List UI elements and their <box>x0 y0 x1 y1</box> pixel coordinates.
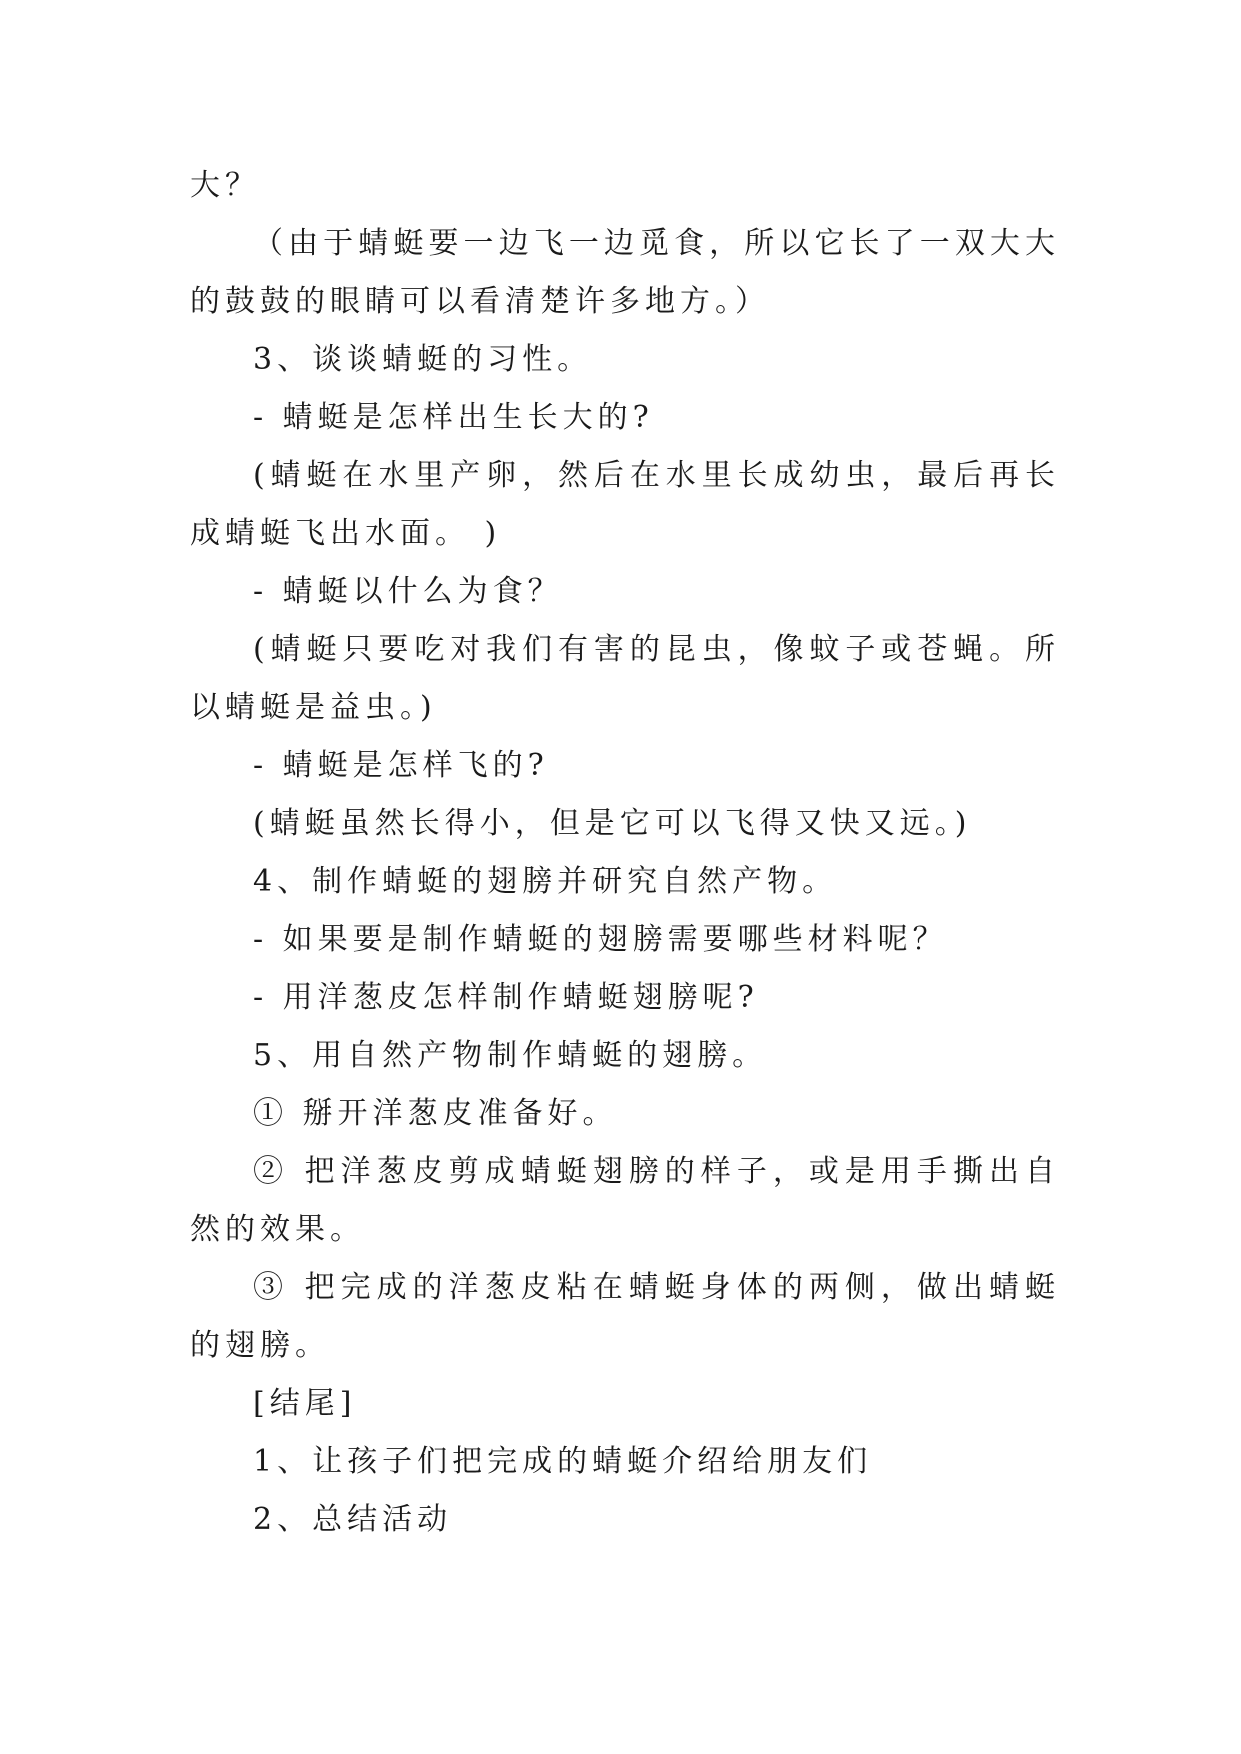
question-what-eats: - 蜻蜓以什么为食？ <box>253 574 563 609</box>
section-heading-make-wings: 4、制作蜻蜓的翅膀并研究自然产物。 <box>253 864 838 899</box>
paragraph-eye-explanation: （由于蜻蜓要一边飞一边觅食，所以它长了一双大大的鼓鼓的眼睛可以看清楚许多地方。） <box>190 226 1060 319</box>
answer-what-eats: (蜻蜓只要吃对我们有害的昆虫，像蚊子或苍蝇。所以蜻蜓是益虫。) <box>190 632 1060 725</box>
ending-item-1: 1、让孩子们把完成的蜻蜓介绍给朋友们 <box>253 1444 873 1479</box>
section-heading-ending: [结尾] <box>253 1386 357 1421</box>
document-body <box>190 157 1060 1549</box>
answer-how-born: (蜻蜓在水里产卵，然后在水里长成幼虫，最后再长成蜻蜓飞出水面。 ) <box>190 458 1060 551</box>
answer-how-flies: (蜻蜓虽然长得小，但是它可以飞得又快又远。) <box>253 806 972 841</box>
question-materials: - 如果要是制作蜻蜓的翅膀需要哪些材料呢？ <box>253 922 948 957</box>
ending-item-2: 2、总结活动 <box>253 1502 453 1537</box>
section-heading-habits: 3、谈谈蜻蜓的习性。 <box>253 342 593 377</box>
step-2: ② 把洋葱皮剪成蜻蜓翅膀的样子，或是用手撕出自然的效果。 <box>190 1154 1060 1247</box>
section-heading-natural-products: 5、用自然产物制作蜻蜓的翅膀。 <box>253 1038 768 1073</box>
step-1: ① 掰开洋葱皮准备好。 <box>253 1096 618 1131</box>
paragraph-continuation: 大？ <box>190 168 260 203</box>
question-how-flies: - 蜻蜓是怎样飞的? <box>253 748 549 783</box>
question-onion-skin: - 用洋葱皮怎样制作蜻蜓翅膀呢? <box>253 980 759 1015</box>
step-3: ③ 把完成的洋葱皮粘在蜻蜓身体的两侧，做出蜻蜓的翅膀。 <box>190 1270 1060 1363</box>
question-how-born: - 蜻蜓是怎样出生长大的? <box>253 400 654 435</box>
